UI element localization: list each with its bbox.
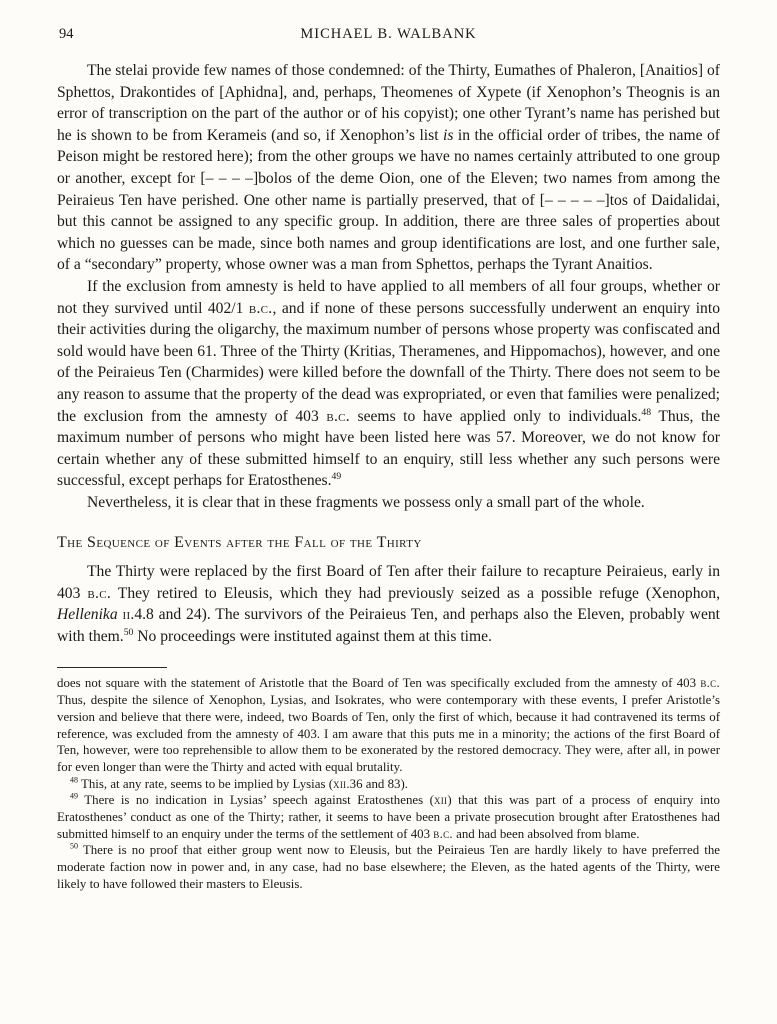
footnote-continuation: does not square with the statement of Aristotle that the Board of Ten was specifically excluded from the amnesty of 403 b.c. Thus, despite the silence of Xenophon, Lysias, and Isokrates, who were contemporary with these events, I prefer Aristotle’s version and believe that there were, indeed, two Boards of Ten, only the first of which, because it had contravened its terms of reference, was excluded from the amnesty of 403. I am aware that this puts me in a minority; the actions of the first Board of Ten, however, were too reprehensible to allow them to be exonerated by the restored democracy. They were, after all, in power for even longer than were the Thirty and acted with equal brutality. [57,676,720,774]
paragraph-4: The Thirty were replaced by the first Board of Ten after their failure to recapture Peiraieus, early in 403 b.c. They retired to Eleusis, which they had previously seized as a possible refuge (Xenophon, Hellenika ii.4.8 and 24). The survivors of the Peiraieus Ten, and perhaps also the Eleven, probably went with them.$^{50}$ No proceedings were instituted against them at this time. [57,563,720,645]
body-text [57,60,720,647]
paragraph-2: If the exclusion from amnesty is held to have applied to all members of all four groups, whether or not they survived until 402/1 b.c., and if none of these persons successfully underwent an enquiry into their activities during the oligarchy, the maximum number of persons whose property was confiscated and sold would have been 61. Three of the Thirty (Kritias, Theramenes, and Hippomachos), however, and one of the Peiraieus Ten (Charmides) were killed before the downfall of the Thirty. There does not seem to be any reason to assume that the property of the dead was expropriated, or even that families were penalized; the exclusion from the amnesty of 403 b.c. seems to have applied only to individuals.$^{48}$ Thus, the maximum number of persons who might have been listed here was 57. Moreover, we do not know for certain whether any of these submitted himself to an enquiry, still less whether any such persons were successful, except perhaps for Eratosthenes.$^{49}$ [57,277,720,490]
footnotes-block [57,667,720,892]
paragraph-1: The stelai provide few names of those condemned: of the Thirty, Eumathes of Phaleron, [Anaitios] of Sphettos, Drakontides of [Aphidna], and, perhaps, Theomenes of Xypete (if Xenophon’s Theognis is an error of transcription on the part of the author or of his copyist); one other Tyrant’s name has perished but he is shown to be from Kerameis (and so, if Xenophon’s list is in the official order of tribes, the name of Peison might be restored here); from the other groups we have no names certainly attributed to one group or another, except for [– – – –]bolos of the deme Oion, one of the Eleven; two names from among the Peiraieus Ten have perished. One other name is partially preserved, that of [– – – – –]tos of Daidalidai, but this cannot be assigned to any specific group. In addition, there are three sales of properties about which no guesses can be made, since both names and group identifications are lost, and one further sale, of a “secondary” property, whose owner was a man from Sphettos, perhaps the Tyrant Anaitios. [57,62,720,274]
paragraph-3: Nevertheless, it is clear that in these fragments we possess only a small part of the whole. [87,493,645,511]
running-head: MICHAEL B. WALBANK [300,26,477,42]
footnote-50: $^{50}$ There is no proof that either group went now to Eleusis, but the Peiraieus Ten are hardly likely to have preferred the moderate faction now in power and, in any case, had no base elsewhere; the Eleven, as the hated agents of the Thirty, were likely to have followed their masters to Eleusis. [57,842,720,891]
section-heading: The Sequence of Events after the Fall of the Thirty [57,534,422,552]
page-number: 94 [59,26,74,42]
footnote-48: $^{48}$ This, at any rate, seems to be implied by Lysias (xii.36 and 83). [70,775,408,791]
footnote-rule [57,667,167,668]
footnote-49: $^{49}$ There is no indication in Lysias’ speech against Eratosthenes (xii) that this was part of a process of enquiry into Eratosthenes’ conduct as one of the Thirty; rather, it seems to have been a private prosecution brought after Eratosthenes had submitted himself to an enquiry under the terms of the settlement of 403 b.c. and had been absolved from blame. [57,792,720,841]
page-header [57,26,720,44]
